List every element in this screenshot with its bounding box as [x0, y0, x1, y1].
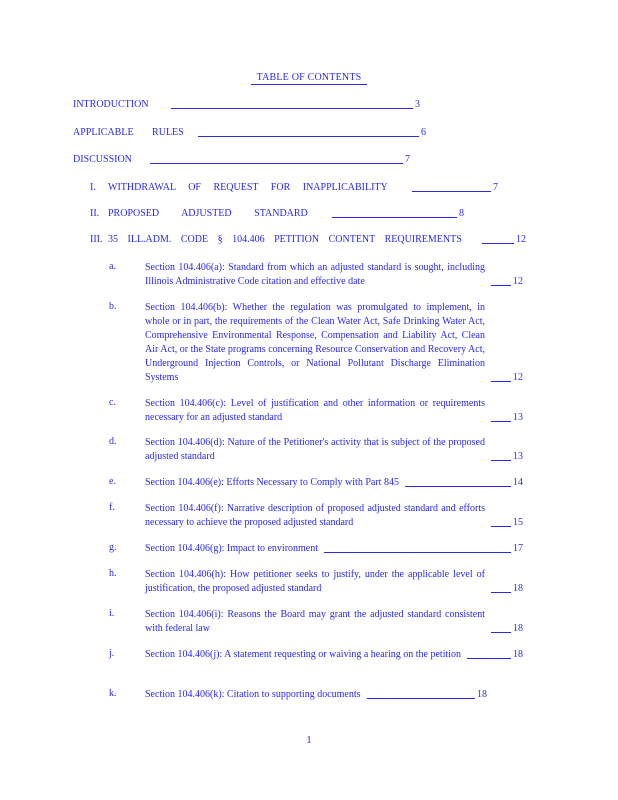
toc-entry-discussion[interactable] [73, 153, 410, 167]
toc-entry-page: 6 [421, 127, 426, 138]
toc-entry-petition-content-requirements[interactable] [108, 233, 526, 247]
dot-leader [324, 552, 511, 553]
toc-sub-entry-g[interactable] [145, 542, 523, 556]
toc-sub-entry-j[interactable] [145, 648, 523, 662]
dot-leader [467, 658, 511, 659]
toc-entry-page: 7 [493, 182, 498, 193]
toc-sub-entry-text: Section 104.406(k): Citation to supporting documents [145, 689, 361, 700]
toc-entry-page: 12 [513, 276, 523, 287]
toc-sub-letter: d. [109, 436, 117, 447]
toc-sub-entry-text: Section 104.406(f): Narrative description of proposed adjusted standard and efforts necessary to achieve the proposed adjusted standard [145, 503, 485, 528]
toc-entry-label: INTRODUCTION [73, 99, 149, 110]
dot-leader [150, 163, 403, 164]
toc-sub-entry-h[interactable] [145, 568, 523, 596]
toc-entry-page: 15 [513, 517, 523, 528]
toc-entry-page: 18 [477, 689, 487, 700]
toc-sub-entry-text: Section 104.406(h): How petitioner seeks to justify, under the applicable level of justification, the proposed adjusted standard [145, 569, 485, 594]
toc-sub-letter: a. [109, 261, 116, 272]
toc-sub-letter: j. [109, 648, 115, 659]
dot-leader [491, 285, 511, 286]
toc-sub-letter: i. [109, 608, 115, 619]
dot-leader [405, 486, 511, 487]
toc-entry-page: 13 [513, 412, 523, 423]
dot-leader [491, 592, 511, 593]
dot-leader [491, 460, 511, 461]
toc-roman-number: III. [90, 234, 103, 245]
toc-sub-entry-i[interactable] [145, 608, 523, 636]
dot-leader [482, 243, 514, 244]
toc-sub-entry-text: Section 104.406(g): Impact to environment [145, 543, 319, 554]
dot-leader [332, 217, 457, 218]
toc-entry-label: WITHDRAWAL OF REQUEST FOR INAPPLICABILITY [108, 182, 388, 193]
toc-sub-letter: k. [109, 688, 117, 699]
dot-leader [491, 421, 511, 422]
toc-sub-entry-text: Section 104.406(j): A statement requesting or waiving a hearing on the petition [145, 649, 462, 660]
toc-sub-letter: f. [109, 502, 115, 513]
toc-sub-entry-f[interactable] [145, 502, 523, 530]
page-number: 1 [306, 734, 312, 746]
toc-entry-page: 7 [405, 154, 410, 165]
toc-entry-page: 14 [513, 477, 523, 488]
toc-sub-entry-text: Section 104.406(b): Whether the regulation was promulgated to implement, in whole or in part, the requirements of the Clean Water Act, Safe Drinking Water Act, Comprehensive Environmental Response, Compensation and Liability Act, Clean Air Act, or the State programs concerning Resource Conservation and Recovery Act, Underground Injection Controls, or National Pollutant Discharge Elimination Systems [145, 302, 485, 383]
dot-leader [491, 632, 511, 633]
toc-entry-page: 18 [513, 623, 523, 634]
dot-leader [171, 108, 413, 109]
toc-sub-letter: g. [109, 542, 117, 553]
toc-sub-entry-b[interactable] [145, 301, 523, 385]
toc-entry-page: 17 [513, 543, 523, 554]
toc-entry-label: 35 ILL.ADM. CODE § 104.406 PETITION CONTENT REQUIREMENTS [108, 234, 462, 245]
toc-entry-page: 3 [415, 99, 420, 110]
toc-sub-letter: b. [109, 301, 117, 312]
toc-sub-letter: c. [109, 397, 116, 408]
dot-leader [367, 698, 475, 699]
dot-leader [491, 381, 511, 382]
toc-entry-applicable-rules[interactable] [73, 126, 426, 140]
dot-leader [491, 526, 511, 527]
toc-entry-page: 18 [513, 649, 523, 660]
toc-sub-entry-text: Section 104.406(e): Efforts Necessary to Comply with Part 845 [145, 477, 399, 488]
toc-sub-letter: e. [109, 476, 116, 487]
dot-leader [412, 191, 491, 192]
toc-entry-page: 12 [516, 234, 526, 245]
toc-sub-entry-d[interactable] [145, 436, 523, 464]
dot-leader [198, 136, 419, 137]
toc-sub-entry-k[interactable] [145, 688, 487, 702]
toc-roman-number: II. [90, 208, 100, 219]
toc-entry-introduction[interactable] [73, 98, 420, 112]
toc-entry-page: 12 [513, 372, 523, 383]
toc-sub-entry-c[interactable] [145, 397, 523, 425]
toc-roman-number: I. [90, 182, 96, 193]
toc-entry-proposed-adjusted-standard[interactable] [108, 207, 464, 221]
toc-entry-page: 8 [459, 208, 464, 219]
toc-title: TABLE OF CONTENTS [0, 72, 618, 83]
toc-sub-entry-e[interactable] [145, 476, 523, 490]
toc-sub-entry-text: Section 104.406(d): Nature of the Petitioner's activity that is subject of the proposed adjusted standard [145, 437, 485, 462]
toc-entry-label: DISCUSSION [73, 154, 132, 165]
toc-sub-entry-text: Section 104.406(c): Level of justification and other information or requirements necessary for an adjusted standard [145, 398, 485, 423]
toc-entry-label: APPLICABLE RULES [73, 127, 184, 138]
toc-entry-page: 18 [513, 583, 523, 594]
toc-sub-entry-text: Section 104.406(a): Standard from which an adjusted standard is sought, including Illinois Administrative Code citation and effective date [145, 262, 485, 287]
toc-entry-withdrawal[interactable] [108, 181, 498, 195]
toc-sub-letter: h. [109, 568, 117, 579]
toc-sub-entry-text: Section 104.406(i): Reasons the Board may grant the adjusted standard consistent with federal law [145, 609, 485, 634]
toc-sub-entry-a[interactable] [145, 261, 523, 289]
toc-entry-page: 13 [513, 451, 523, 462]
toc-entry-label: PROPOSED ADJUSTED STANDARD [108, 208, 308, 219]
